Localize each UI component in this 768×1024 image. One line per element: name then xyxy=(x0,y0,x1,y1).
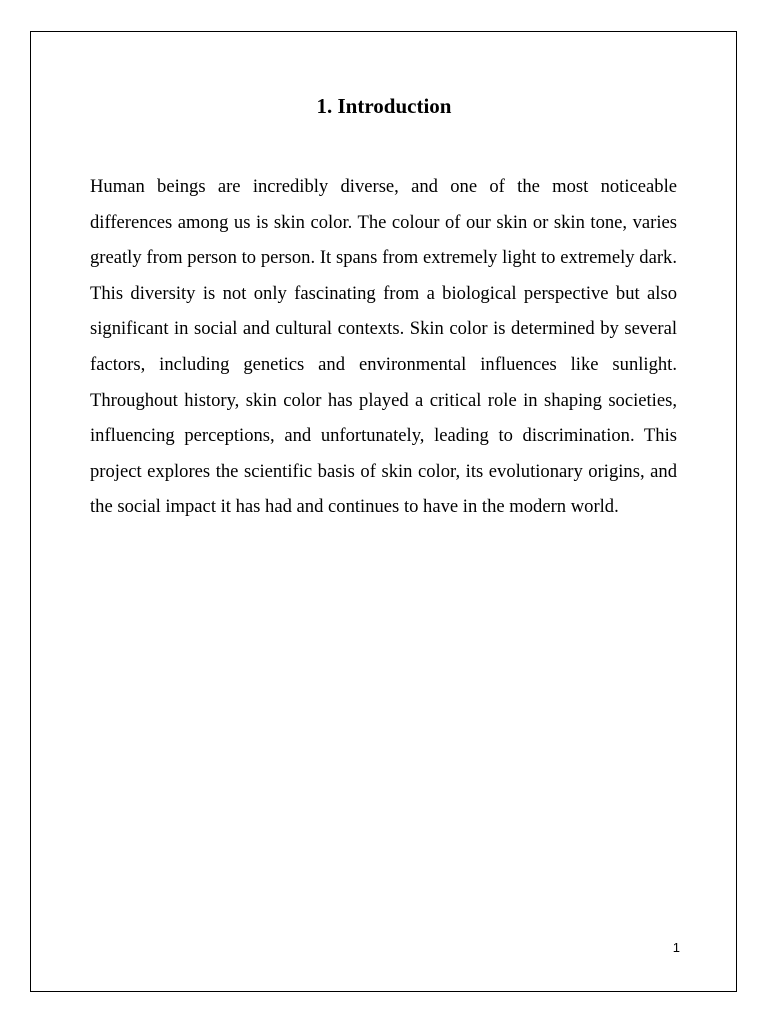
section-heading: 1. Introduction xyxy=(316,94,452,118)
page-number: 1 xyxy=(672,940,680,955)
intro-paragraph: Human beings are incredibly diverse, and one of the most noticeable differences among us is skin color. The colour of our skin or skin tone, varies greatly from person to person. It spans from extremely light to extremely dark. This diversity is not only fascinating from a biological perspective but also significant in social and cultural contexts. Skin color is determined by several factors, including genetics and environmental influences like sunlight. Throughout history, skin color has played a critical role in shaping societies, influencing perceptions, and unfortunately, leading to discrimination. This project explores the scientific basis of skin color, its evolutionary origins, and the social impact it has had and continues to have in the modern world. xyxy=(90,176,677,518)
